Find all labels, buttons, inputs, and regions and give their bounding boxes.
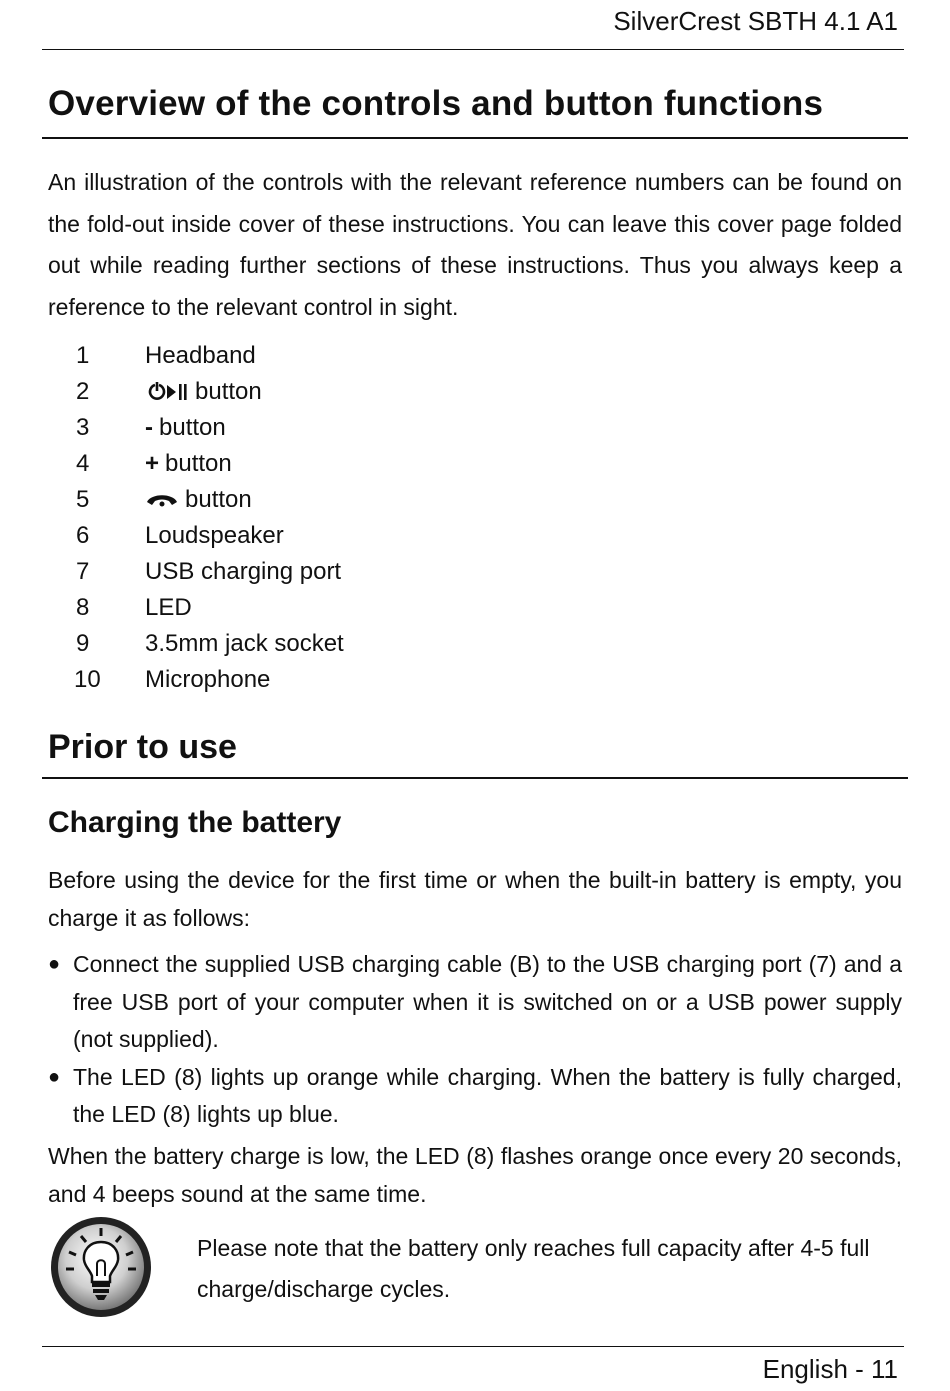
item-number: 2 (76, 378, 90, 405)
list-item (48, 446, 648, 482)
item-number: 3 (76, 414, 90, 441)
plus-symbol: + (145, 450, 160, 477)
section-title-prior-to-use: Prior to use (48, 728, 237, 766)
item-label: button (195, 378, 262, 405)
charging-steps-list (48, 946, 902, 1134)
item-number: 8 (76, 594, 90, 621)
power-play-pause-icon (145, 380, 189, 404)
minus-symbol: - (145, 414, 153, 441)
item-number: 4 (76, 450, 90, 477)
charging-intro-paragraph: Before using the device for the first time or when the built-in battery is empty, you charge it as follows: (48, 867, 902, 931)
subsection-title-charging: Charging the battery (48, 806, 342, 839)
item-label: button (159, 414, 226, 441)
item-label: LED (145, 594, 192, 621)
item-label: button (165, 450, 232, 477)
item-label: Microphone (145, 666, 271, 693)
list-item (48, 590, 648, 626)
list-item (48, 338, 648, 374)
item-number: 10 (74, 666, 101, 693)
list-item (48, 662, 648, 698)
section-title-rule (42, 137, 908, 139)
phone-icon (145, 490, 179, 510)
item-label: USB charging port (145, 558, 342, 585)
item-number: 7 (76, 558, 90, 585)
note-text: Please note that the battery only reaches full capacity after 4-5 full charge/discharge cycles. (197, 1235, 870, 1302)
bullet-text: Connect the supplied USB charging cable (B) to the USB charging port (7) and a free USB port of your computer when it is switched on or a USB power supply (not supplied). (73, 951, 902, 1052)
overview-intro-paragraph: An illustration of the controls with the relevant reference numbers can be found on the fold-out inside cover of these instructions. You can leave this cover page folded out while reading further sections of these instructions. Thus you always keep a reference to the relevant control in sight. (48, 169, 902, 320)
bullet-text: The LED (8) lights up orange while charging. When the battery is fully charged, the LED (8) lights up blue. (73, 1063, 902, 1127)
section-title-rule (42, 777, 908, 779)
list-item (48, 410, 648, 446)
item-number: 6 (76, 522, 90, 549)
lightbulb-icon (48, 1214, 154, 1320)
bullet-icon: ● (48, 1065, 61, 1088)
list-item (48, 374, 648, 410)
list-item (48, 482, 648, 518)
list-item (48, 626, 648, 662)
list-item (48, 1059, 902, 1134)
list-item (48, 554, 648, 590)
item-number: 5 (76, 486, 90, 513)
item-number: 1 (76, 342, 90, 369)
item-label: button (185, 486, 252, 513)
page-number: English - 11 (762, 1354, 898, 1384)
item-label: Headband (145, 342, 256, 369)
running-header: SilverCrest SBTH 4.1 A1 (613, 6, 898, 36)
footer-rule (42, 1346, 904, 1347)
list-item (48, 946, 902, 1059)
header-rule (42, 49, 904, 50)
item-number: 9 (76, 630, 90, 657)
section-title-overview: Overview of the controls and button functions (48, 84, 824, 123)
controls-list (48, 338, 648, 698)
list-item (48, 518, 648, 554)
low-battery-paragraph: When the battery charge is low, the LED (8) flashes orange once every 20 seconds, and 4 beeps sound at the same time. (48, 1143, 902, 1207)
bullet-icon: ● (48, 953, 61, 975)
item-label: Loudspeaker (145, 522, 284, 549)
item-label: 3.5mm jack socket (145, 630, 344, 657)
